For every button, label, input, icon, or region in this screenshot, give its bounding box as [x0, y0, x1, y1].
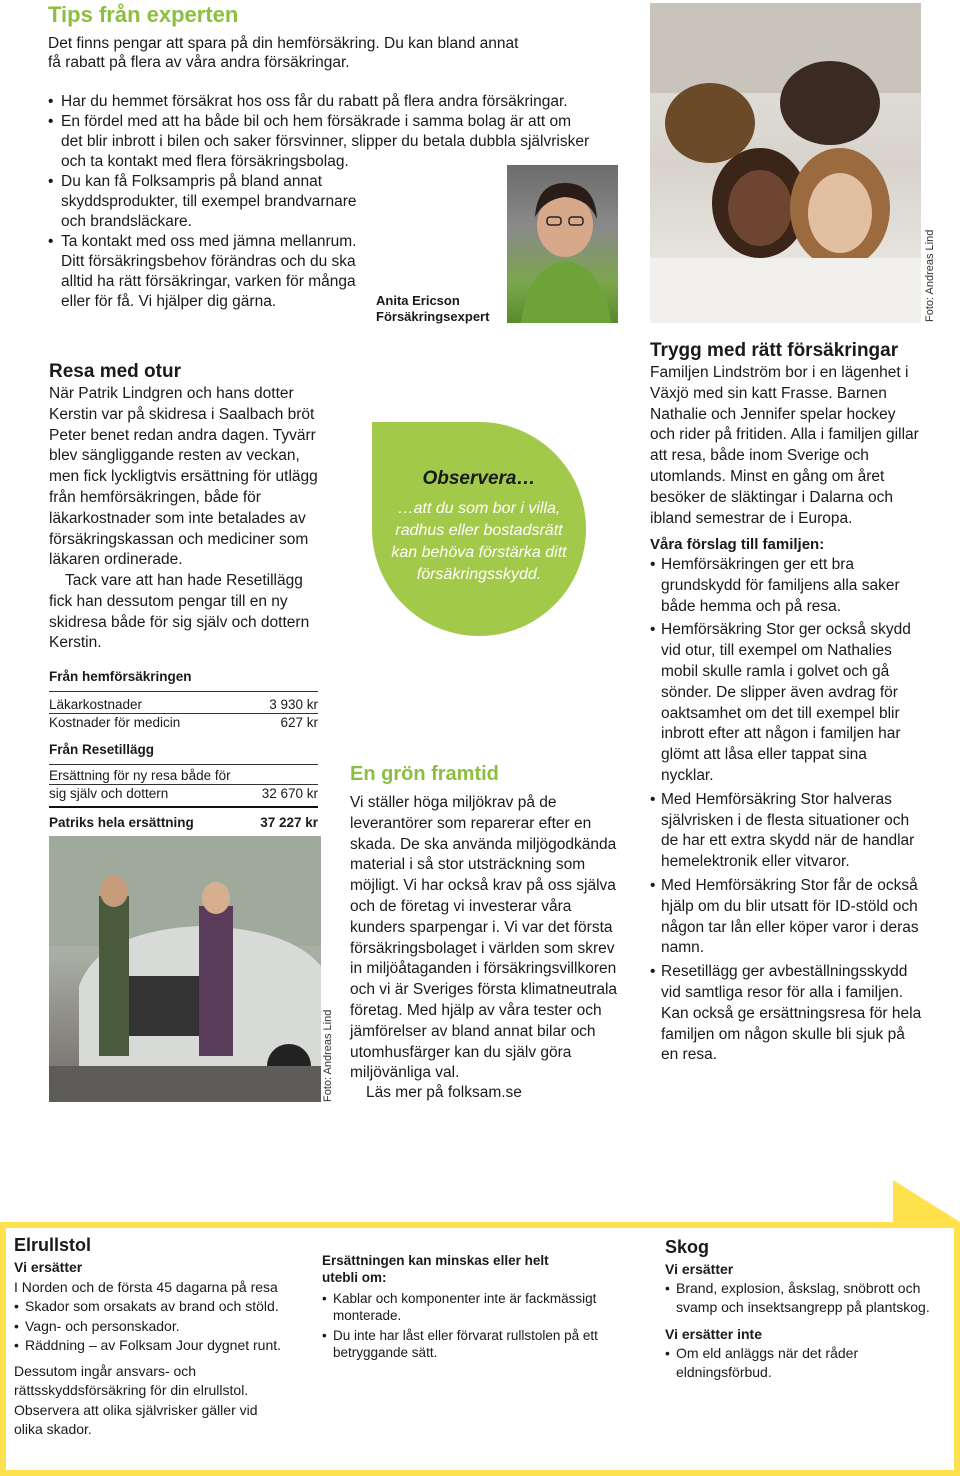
expert-photo [507, 165, 618, 323]
resa-row3-label-2: sig själv och dottern [49, 786, 169, 801]
trygg-list [650, 555, 922, 1066]
elrullstol-bullet-1: • Skador som orsakats av brand och stöld. [14, 1297, 304, 1317]
resa-total-row [49, 806, 318, 831]
resa-row3-value: 32 670 kr [261, 786, 318, 801]
resa-paragraph-1: När Patrik Lindgren och hans dotter Kerstin var på skidresa i Saalbach bröt Peter benet redan andra dagen. Tyvärr blev sängliggande resten av veckan, men fick lyckligtvis ersättning för utlägg från hemförsäkringen, både för läkarkostnader som inte betalades av försäkringskassan och mediciner som läkaren ordinerade. [49, 385, 318, 569]
skog-sub1: Vi ersätter [665, 1261, 734, 1277]
yellow-fold-shape [893, 1180, 960, 1222]
tips-bullet-1: • Har du hemmet försäkrat hos oss får du rabatt på flera andra försäkringar. [48, 92, 596, 112]
ersattningen-heading: Ersättningen kan minskas eller helt utebli om: [322, 1253, 549, 1285]
resa-heading: Resa med otur [49, 361, 181, 382]
elrullstol-sub: Vi ersätter [14, 1259, 83, 1275]
resa-section2-title: Från Resetillägg [49, 742, 155, 757]
skog-heading: Skog [665, 1237, 710, 1257]
expert-portrait-illustration [507, 165, 618, 323]
resa-table [49, 668, 318, 831]
ersattningen-list [322, 1290, 612, 1361]
trygg-bullet-2: • Hemförsäkring Stor ger också skydd vid otur, till exempel om Nathalies mobil skulle ramla i golvet och gå sönder. De slipper även avdrag för oaktsamhet om det till exempel blir inbrott efter att någon i familjen har glömt att låsa eller tappat sina nycklar. [650, 620, 922, 786]
tips-intro [48, 34, 568, 72]
elrullstol-list [14, 1297, 304, 1356]
resa-row-3 [49, 764, 318, 802]
family-photo-illustration [650, 3, 921, 323]
expert-title: Försäkringsexpert [376, 309, 490, 324]
trygg-intro: Familjen Lindström bor i en lägenhet i Växjö med sin katt Frasse. Barnen Nathalie och Jennifer spelar hockey och rider på fritiden. Alla i familjen gillar att resa, både inom Sverige och utomlands. Minst en gång om året besöker de släktingar i Dalarna och ibland semestrar de i Europa. [650, 364, 919, 527]
trygg-sub: Våra förslag till familjen: [650, 536, 825, 553]
resa-paragraph-2: Tack vare att han hade Resetillägg fick han dessutom pengar till en ny skidresa både för sig själv och dottern Kerstin. [49, 572, 310, 652]
photo-credit-car: Foto: Andreas Lind [322, 1009, 334, 1102]
observera-badge [370, 420, 588, 638]
expert-caption [376, 293, 489, 325]
car-photo [49, 836, 321, 1102]
info-box [0, 1222, 960, 1476]
observera-text: …att du som bor i villa, radhus eller bostadsrätt kan behöva förstärka ditt försäkringsskydd. [391, 500, 567, 583]
tips-intro-line2: få rabatt på flera av våra andra försäkringar. [48, 54, 350, 71]
resa-row2-label: Kostnader för medicin [49, 715, 181, 730]
skog-bullet-1: • Brand, explosion, åskslag, snöbrott och svamp och insektsangrepp på plantskog. [665, 1279, 950, 1317]
observera-title: Observera… [422, 468, 536, 489]
resa-row1-value: 3 930 kr [269, 697, 318, 712]
ersattningen-bullet-2: • Du inte har låst eller förvarat rullstolen på ett betryggande sätt. [322, 1327, 612, 1361]
resa-row2-value: 627 kr [280, 715, 318, 730]
gron-heading: En grön framtid [350, 763, 499, 785]
elrullstol-heading: Elrullstol [14, 1235, 92, 1255]
tips-bullet-3: • Du kan få Folksampris på bland annat skyddsprodukter, till exempel brandvarnare och brandsläckare. [48, 172, 378, 232]
elrullstol-bullet-3: • Räddning – av Folksam Jour dygnet runt. [14, 1336, 304, 1356]
skog-list-2 [665, 1344, 950, 1382]
car-photo-illustration [49, 836, 321, 1102]
skog-section [665, 1234, 950, 1382]
resa-total-value: 37 227 kr [260, 815, 318, 830]
tips-bullet-4: • Ta kontakt med oss med jämna mellanrum. Ditt försäkringsbehov förändras och du ska alltid ha rätt försäkringar, varken för många eller för få. Vi hjälper dig gärna. [48, 232, 378, 312]
elrullstol-section [14, 1232, 304, 1440]
tips-list-narrow [48, 172, 378, 312]
photo-credit-family: Foto: Andreas Lind [924, 229, 936, 322]
trygg-bullet-1: • Hemförsäkringen ger ett bra grundskydd för familjens alla saker både hemma och på resa. [650, 555, 922, 617]
tips-bullet-2: • En fördel med att ha både bil och hem försäkrade i samma bolag är att om det blir inbrott i bilen och saker försvinner, slipper du betala dubbla självrisker och ta kontakt med flera försäkringsbolag. [48, 112, 596, 172]
gron-link[interactable]: Läs mer på folksam.se [366, 1084, 522, 1101]
skog-bullet-2: • Om eld anläggs när det råder eldningsförbud. [665, 1344, 950, 1382]
resa-row1-label: Läkarkostnader [49, 697, 143, 712]
tips-heading: Tips från experten [48, 2, 239, 27]
tips-list [48, 92, 596, 172]
trygg-bullet-5: • Resetillägg ger avbeställningsskydd vid samtliga resor för alla i familjen. Kan också ge ersättningsresa för hela familjen om någon skulle bli sjuk på en resa. [650, 962, 922, 1066]
trygg-bullet-3: • Med Hemförsäkring Stor halveras självrisken i de flesta situationer och de har ett extra skydd när de handlar hemelektronik eller vitvaror. [650, 790, 922, 873]
skog-list-1 [665, 1279, 950, 1317]
resa-row3-label-1: Ersättning för ny resa både för [49, 768, 231, 783]
elrullstol-intro: I Norden och de första 45 dagarna på resa [14, 1278, 278, 1295]
resa-section1-title: Från hemförsäkringen [49, 669, 192, 684]
elrullstol-bullet-2: • Vagn- och personskador. [14, 1317, 304, 1337]
resa-total-label: Patriks hela ersättning [49, 815, 194, 830]
yellow-corner [893, 1180, 960, 1222]
resa-row-1 [49, 691, 318, 713]
skog-sub2: Vi ersätter inte [665, 1326, 763, 1342]
trygg-bullet-4: • Med Hemförsäkring Stor får de också hjälp om du blir utsatt för ID-stöld och någon tar lån eller köper varor i deras namn. [650, 876, 922, 959]
expert-name: Anita Ericson [376, 293, 460, 308]
gron-text: Vi ställer höga miljökrav på de leverantörer som reparerar efter en skada. De ska använda miljögodkända material i så stor utsträckning som möjligt. Vi har också krav på oss själva och de företag vi investerar våra kunders sparpengar i. Vi var det första försäkringsbolaget i världen som skrev in miljöåtaganden i försäkringsvillkoren och vi är Sveriges första klimatneutrala företag. Med hjälp av våra tester och jämförelser av bland annat bilar och utomhusfärger kan du själv göra miljövänliga val. [350, 794, 618, 1082]
ersattningen-section [322, 1252, 612, 1361]
ersattningen-bullet-1: • Kablar och komponenter inte är fackmässigt monterade. [322, 1290, 612, 1324]
trygg-heading: Trygg med rätt försäkringar [650, 340, 899, 361]
elrullstol-footer: Dessutom ingår ansvars- och rättsskyddsförsäkring för din elrullstol. Observera att olika självrisker gäller vid olika skador. [14, 1362, 258, 1437]
resa-row-2 [49, 713, 318, 731]
family-photo [650, 3, 921, 323]
tips-intro-line1: Det finns pengar att spara på din hemförsäkring. Du kan bland annat [48, 35, 519, 52]
